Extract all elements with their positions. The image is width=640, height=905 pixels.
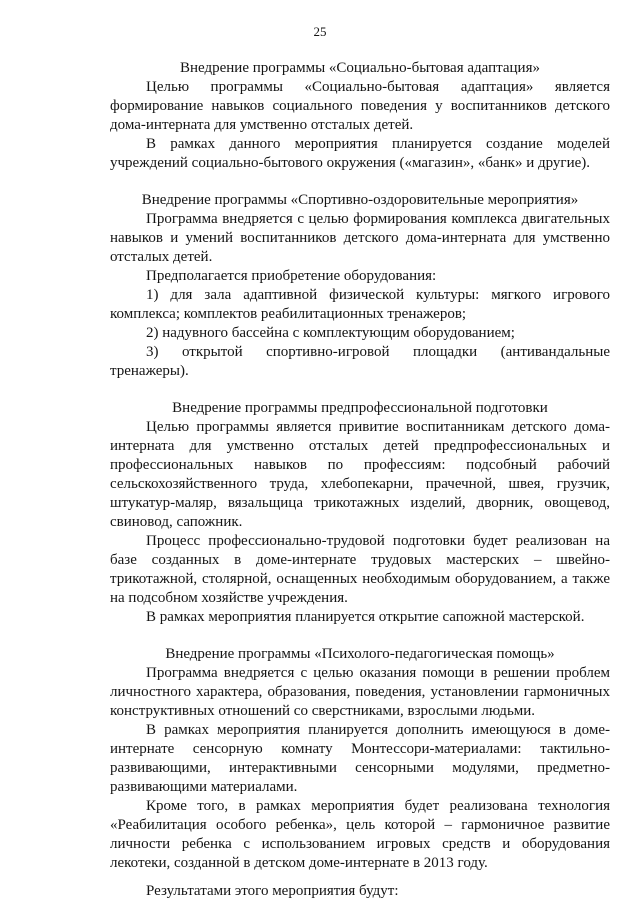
section-heading: Внедрение программы предпрофессиональной подготовки: [172, 400, 548, 416]
section-psychological-help: [110, 645, 610, 901]
list-item: 1) для зала адаптивной физической культуры: мягкого игрового комплекса; комплектов реабилитационных тренажеров;: [110, 287, 610, 322]
paragraph: Результатами этого мероприятия будут:: [146, 883, 399, 899]
paragraph: В рамках мероприятия планируется дополнить имеющуюся в доме-интернате сенсорную комнату Монтессори-материалами: тактильно-развивающими, интерактивными сенсорными модулями, предметно-развивающими материалами.: [110, 722, 610, 795]
paragraph: Целью программы «Социально-бытовая адаптация» является формирование навыков социального поведения у воспитанников детского дома-интерната для умственно отсталых детей.: [110, 79, 610, 133]
paragraph: Программа внедряется с целью оказания помощи в решении проблем личностного характера, образования, поведения, установлении гармоничных конструктивных отношений со сверстниками, взрослыми людьми.: [110, 665, 610, 719]
section-social-adaptation: [110, 59, 610, 173]
paragraph: В рамках мероприятия планируется открытие сапожной мастерской.: [146, 609, 585, 625]
paragraph: Процесс профессионально-трудовой подготовки будет реализован на базе созданных в доме-интернате трудовых мастерских – швейно-трикотажной, столярной, оснащенных необходимым оборудованием, а также на подсобном хозяйстве учреждения.: [110, 533, 610, 606]
section-sports-health: [110, 191, 610, 381]
paragraph: Целью программы является привитие воспитанникам детского дома-интерната для умственно отсталых детей предпрофессиональных и профессиональных навыков по профессиям: подсобный рабочий сельскохозяйственного труда, хлебопекарни, прачечной, швея, грузчик, штукатур-маляр, вязальщица трикотажных изделий, дворник, овощевод, свиновод, сапожник.: [110, 419, 610, 530]
paragraph: В рамках данного мероприятия планируется создание моделей учреждений социально-бытового окружения («магазин», «банк» и другие).: [110, 136, 610, 171]
section-pre-professional: [110, 399, 610, 627]
document-body: [110, 59, 610, 901]
paragraph: Предполагается приобретение оборудования:: [146, 268, 437, 284]
paragraph: Программа внедряется с целью формирования комплекса двигательных навыков и умений воспитанников детского дома-интерната для умственно отсталых детей.: [110, 211, 610, 265]
list-item: 2) надувного бассейна с комплектующим оборудованием;: [146, 325, 515, 341]
section-heading: Внедрение программы «Спортивно-оздоровительные мероприятия»: [141, 192, 579, 208]
list-item: 3) открытой спортивно-игровой площадки (антивандальные тренажеры).: [110, 344, 610, 379]
page-number: 25: [313, 24, 327, 39]
section-heading: Внедрение программы «Социально-бытовая адаптация»: [180, 60, 540, 76]
paragraph: Кроме того, в рамках мероприятия будет реализована технология «Реабилитация особого ребенка», цель которой – гармоничное развитие личности ребенка с использованием игровых средств и оборудования лекотеки, созданной в детском доме-интернате в 2013 году.: [110, 798, 610, 871]
section-heading: Внедрение программы «Психолого-педагогическая помощь»: [165, 646, 555, 662]
